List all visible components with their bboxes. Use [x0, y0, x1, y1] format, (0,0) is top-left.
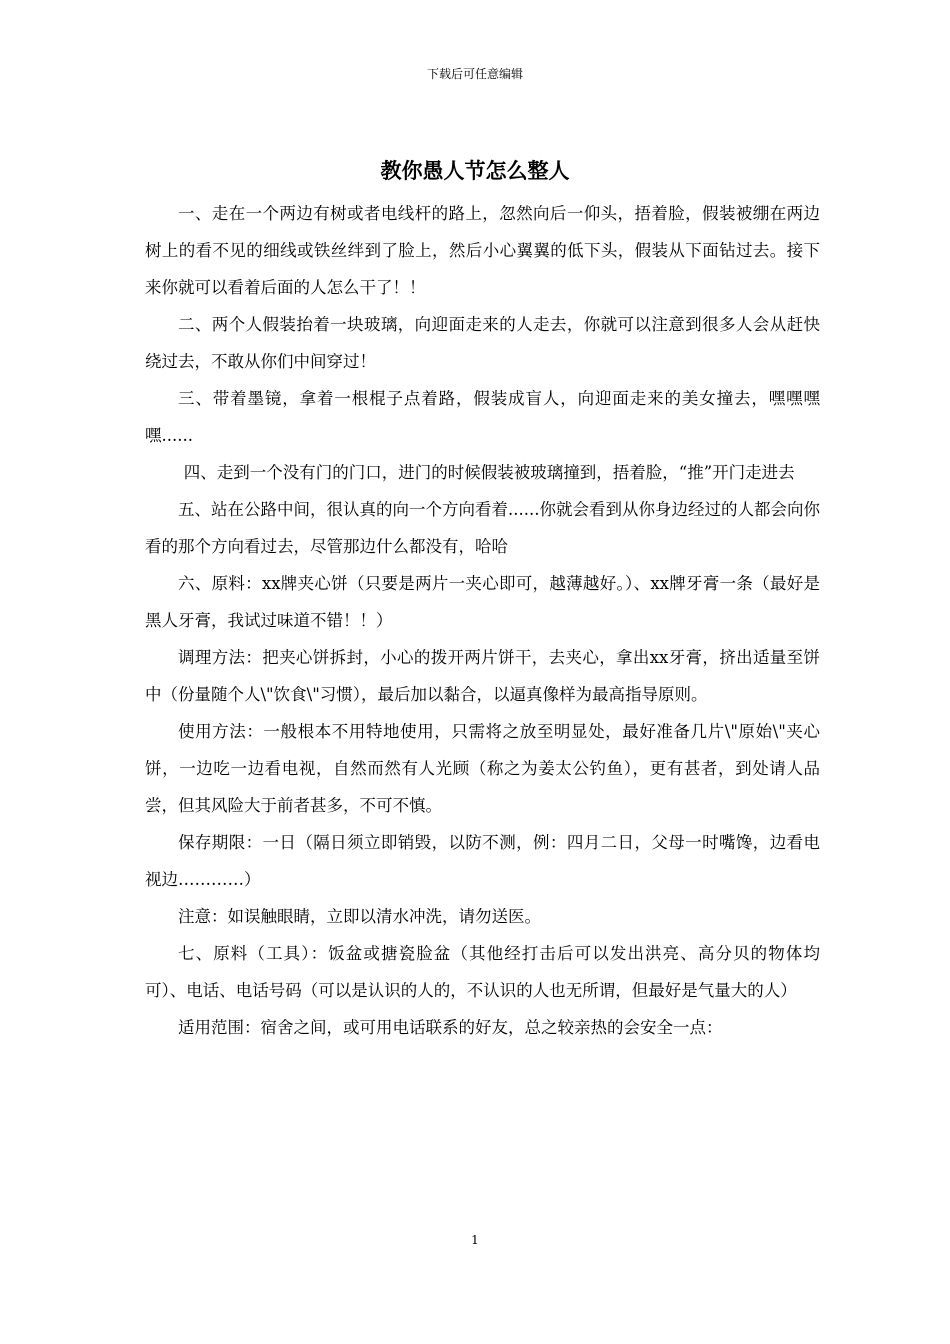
- page-header: 下载后可任意编辑: [426, 67, 523, 81]
- paragraph-9: 保存期限：一日（隔日须立即销毁，以防不测，例：四月二日，父母一时嘴馋，边看电视边…………）: [145, 833, 820, 889]
- paragraph-3: 三、带着墨镜，拿着一根棍子点着路，假装成盲人，向迎面走来的美女撞去，嘿嘿嘿嘿......: [145, 389, 820, 445]
- paragraph-1: 一、走在一个两边有树或者电线杆的路上，忽然向后一仰头，捂着脸，假装被绷在两边树上的看不见的细线或铁丝绊到了脸上，然后小心翼翼的低下头，假装从下面钻过去。接下来你就可以看着后面的人怎么干了！！: [145, 204, 820, 297]
- paragraph-5: 五、站在公路中间，很认真的向一个方向看着......你就会看到从你身边经过的人都会向你看的那个方向看过去，尽管那边什么都没有，哈哈: [145, 500, 820, 556]
- paragraph-2: 二、两个人假装抬着一块玻璃，向迎面走来的人走去，你就可以注意到很多人会从赶快绕过去，不敢从你们中间穿过！: [145, 315, 820, 371]
- paragraph-10: 注意：如误触眼睛，立即以清水冲洗，请勿送医。: [178, 907, 541, 926]
- paragraph-7: 调理方法：把夹心饼拆封，小心的拨开两片饼干，去夹心，拿出xx牙膏，挤出适量至饼中（份量随个人\"饮食\"习惯），最后加以黏合，以逼真像样为最高指导原则。: [145, 648, 820, 704]
- paragraph-11: 七、原料（工具）：饭盆或搪瓷脸盆（其他经打击后可以发出洪亮、高分贝的物体均可）、电话、电话号码（可以是认识的人的，不认识的人也无所谓，但最好是气量大的人）: [145, 944, 820, 1000]
- paragraph-6: 六、原料：xx牌夹心饼（只要是两片一夹心即可，越薄越好。）、xx牌牙膏一条（最好是黑人牙膏，我试过味道不错！！）: [145, 574, 820, 630]
- document-body: [145, 195, 820, 1046]
- paragraph-8: 使用方法：一般根本不用特地使用，只需将之放至明显处，最好准备几片\"原始\"夹心饼，一边吃一边看电视，自然而然有人光顾（称之为姜太公钓鱼），更有甚者，到处请人品尝，但其风险大于前者甚多，不可不慎。: [145, 722, 820, 815]
- paragraph-12: 适用范围：宿舍之间，或可用电话联系的好友，总之较亲热的会安全一点：: [178, 1018, 723, 1037]
- document-title: 教你愚人节怎么整人: [380, 158, 570, 183]
- paragraph-4: 四、走到一个没有门的门口，进门的时候假装被玻璃撞到，捂着脸，“推”开门走进去: [183, 463, 795, 482]
- page-number: 1: [471, 1233, 479, 1247]
